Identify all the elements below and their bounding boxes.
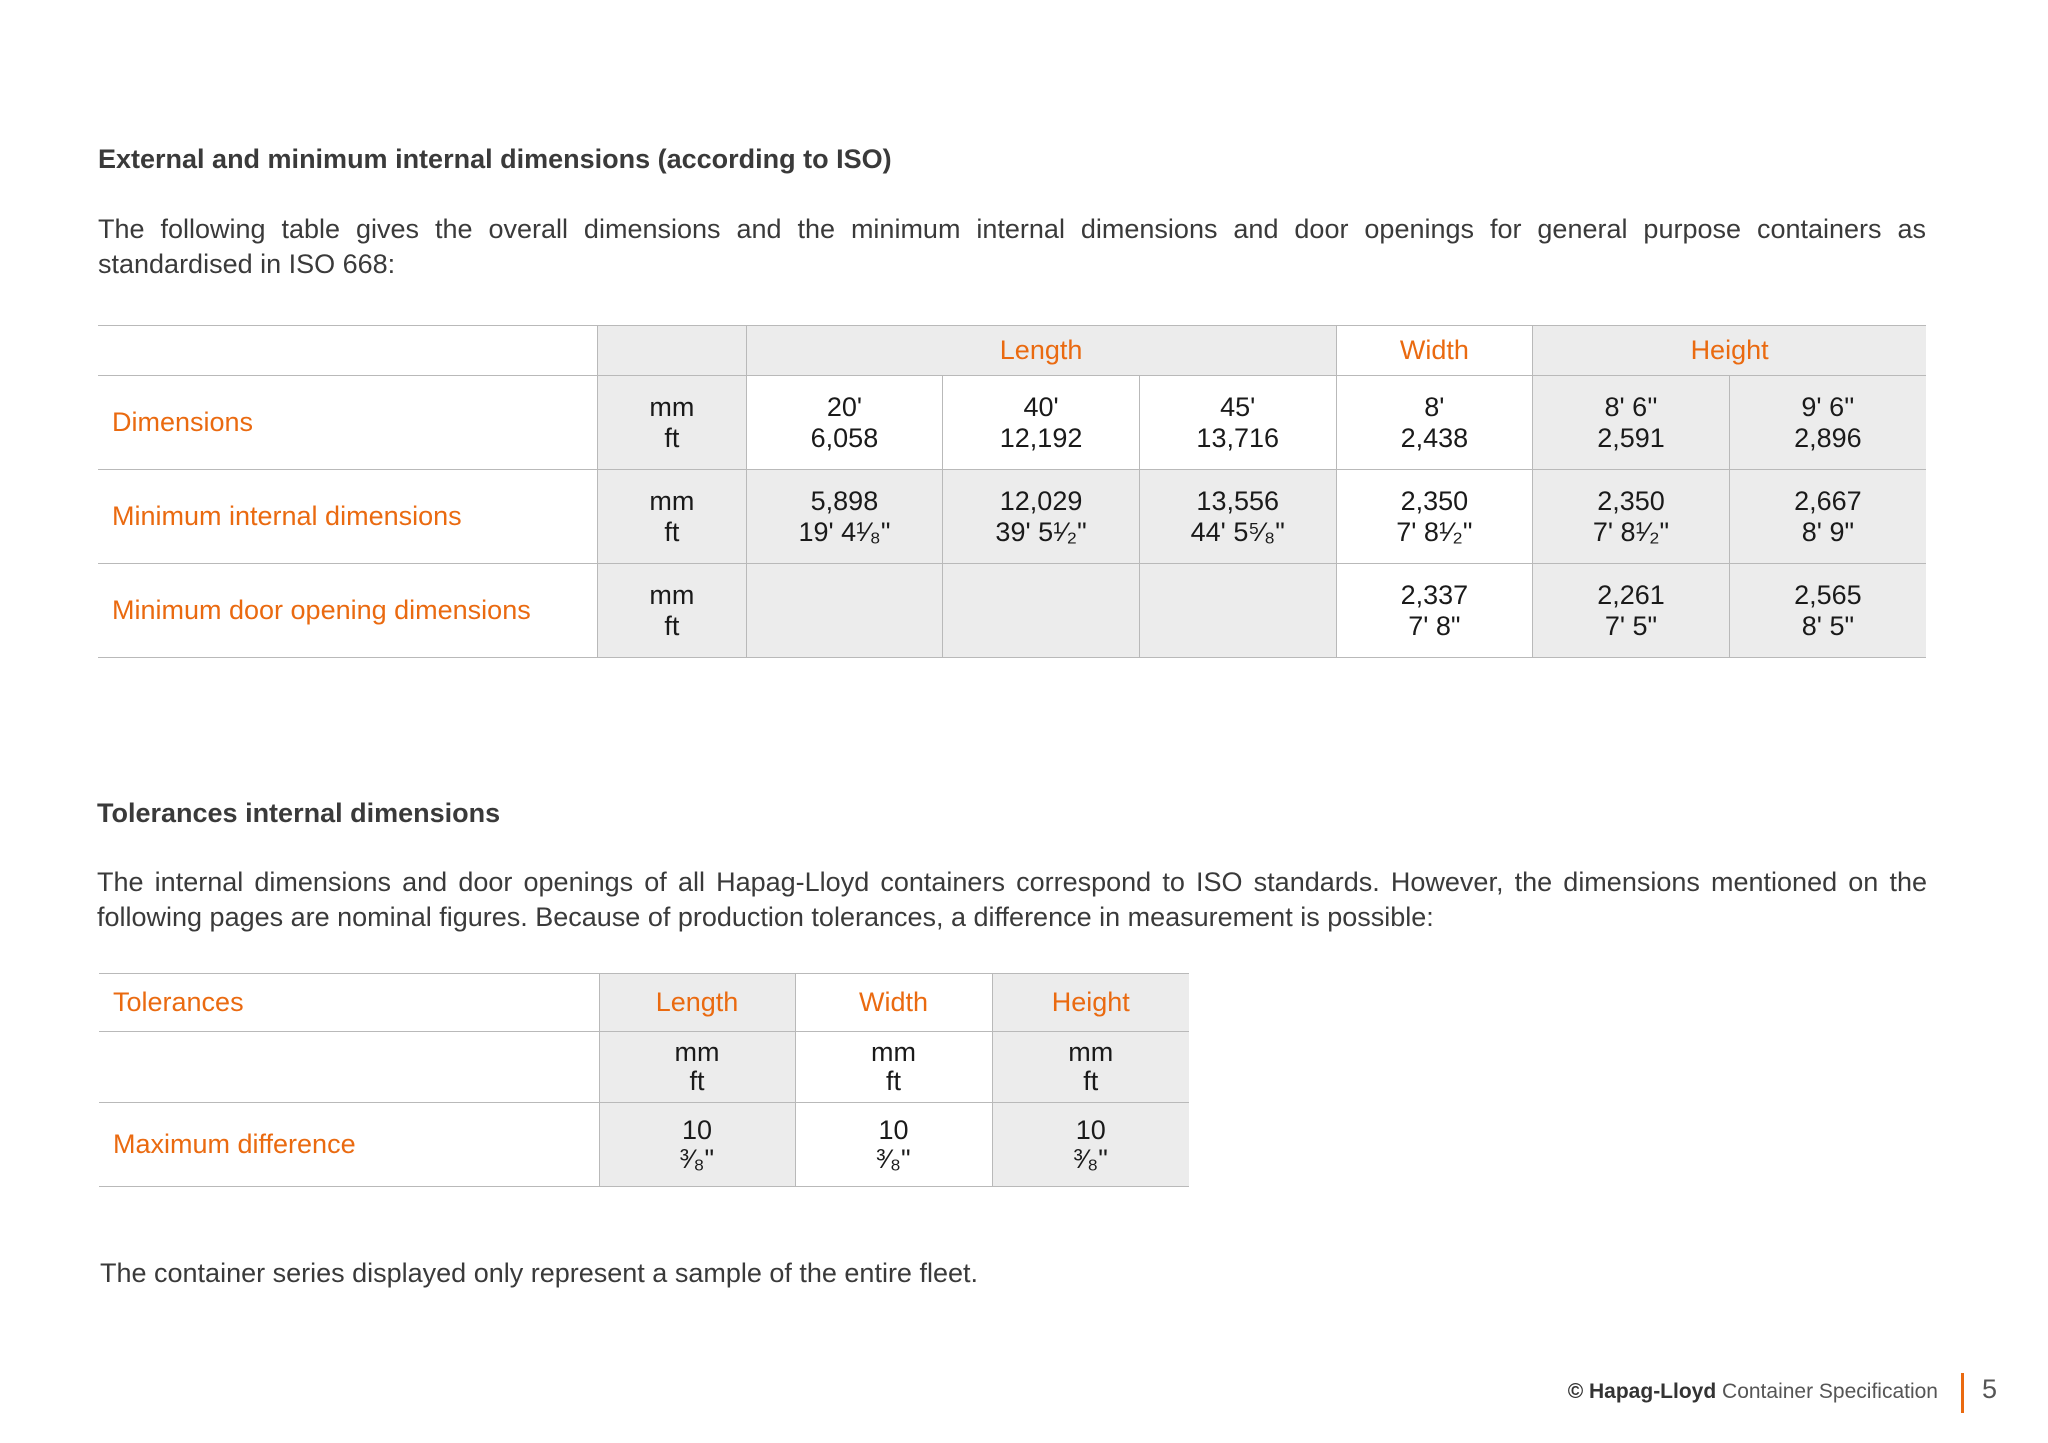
value-cell	[943, 564, 1140, 658]
table-row	[98, 376, 1926, 470]
value-cell	[746, 564, 943, 658]
table-row	[98, 470, 1926, 564]
value-cell: 10 ³⁄₈"	[795, 1103, 992, 1187]
width-header: Width	[1336, 326, 1533, 376]
units-cell: mm ft	[795, 1032, 992, 1103]
value-cell: 2,337 7' 8"	[1336, 564, 1533, 658]
footer-title: Container Specification	[1722, 1380, 1938, 1403]
page-footer	[1568, 1380, 1938, 1404]
dimensions-table	[98, 325, 1926, 658]
value-cell: 2,565 8' 5"	[1729, 564, 1926, 658]
table-header-row	[99, 974, 1189, 1032]
table-header-row	[98, 326, 1926, 376]
tolerances-table	[99, 973, 1189, 1187]
value-cell: 45' 13,716	[1139, 376, 1336, 470]
empty-header-cell	[98, 326, 598, 376]
footer-copyright: © Hapag-Lloyd	[1567, 1380, 1717, 1403]
value-cell: 5,898 19' 4¹⁄₈"	[746, 470, 943, 564]
page-number: 5	[1982, 1374, 1998, 1404]
value-cell: 13,556 44' 5⁵⁄₈"	[1139, 470, 1336, 564]
section-heading-tolerances: Tolerances internal dimensions	[97, 798, 501, 828]
units-cell: mm ft	[598, 376, 746, 470]
section-heading-dimensions: External and minimum internal dimensions (according to ISO)	[98, 144, 892, 174]
value-cell	[1139, 564, 1336, 658]
value-cell: 10 ³⁄₈"	[992, 1103, 1189, 1187]
tolerances-label: Tolerances	[99, 974, 599, 1032]
units-cell: mm ft	[598, 564, 746, 658]
value-cell: 2,350 7' 8¹⁄₂"	[1336, 470, 1533, 564]
value-cell: 12,029 39' 5¹⁄₂"	[943, 470, 1140, 564]
value-cell: 2,350 7' 8¹⁄₂"	[1533, 470, 1730, 564]
footer-divider	[1961, 1373, 1964, 1413]
value-cell: 2,667 8' 9"	[1729, 470, 1926, 564]
section-intro-dimensions: The following table gives the overall dimensions and the minimum internal dimensions and door openings for general purpose containers as standardised in ISO 668:	[98, 214, 1926, 279]
empty-label-cell	[99, 1032, 599, 1103]
value-cell: 20' 6,058	[746, 376, 943, 470]
row-label: Minimum internal dimensions	[98, 470, 598, 564]
value-cell: 2,261 7' 5"	[1533, 564, 1730, 658]
length-header: Length	[746, 326, 1336, 376]
length-header: Length	[599, 974, 795, 1032]
units-cell: mm ft	[599, 1032, 795, 1103]
row-label: Minimum door opening dimensions	[98, 564, 598, 658]
units-cell: mm ft	[598, 470, 746, 564]
units-header-cell	[598, 326, 746, 376]
table-row	[99, 1032, 1189, 1103]
units-cell: mm ft	[992, 1032, 1189, 1103]
value-cell: 10 ³⁄₈"	[599, 1103, 795, 1187]
value-cell: 9' 6'' 2,896	[1729, 376, 1926, 470]
height-header: Height	[992, 974, 1189, 1032]
table-row	[99, 1103, 1189, 1187]
value-cell: 8' 2,438	[1336, 376, 1533, 470]
height-header: Height	[1533, 326, 1926, 376]
width-header: Width	[795, 974, 992, 1032]
value-cell: 40' 12,192	[943, 376, 1140, 470]
table-row	[98, 564, 1926, 658]
value-cell: 8' 6'' 2,591	[1533, 376, 1730, 470]
fleet-footnote: The container series displayed only represent a sample of the entire fleet.	[100, 1258, 978, 1288]
row-label: Maximum difference	[99, 1103, 599, 1187]
row-label: Dimensions	[98, 376, 598, 470]
section-intro-tolerances: The internal dimensions and door openings of all Hapag-Lloyd containers correspond to ISO standards. However, the dimensions mentioned on the following pages are nominal figures. Because of production tolerances, a difference in measurement is possible:	[97, 867, 1927, 932]
